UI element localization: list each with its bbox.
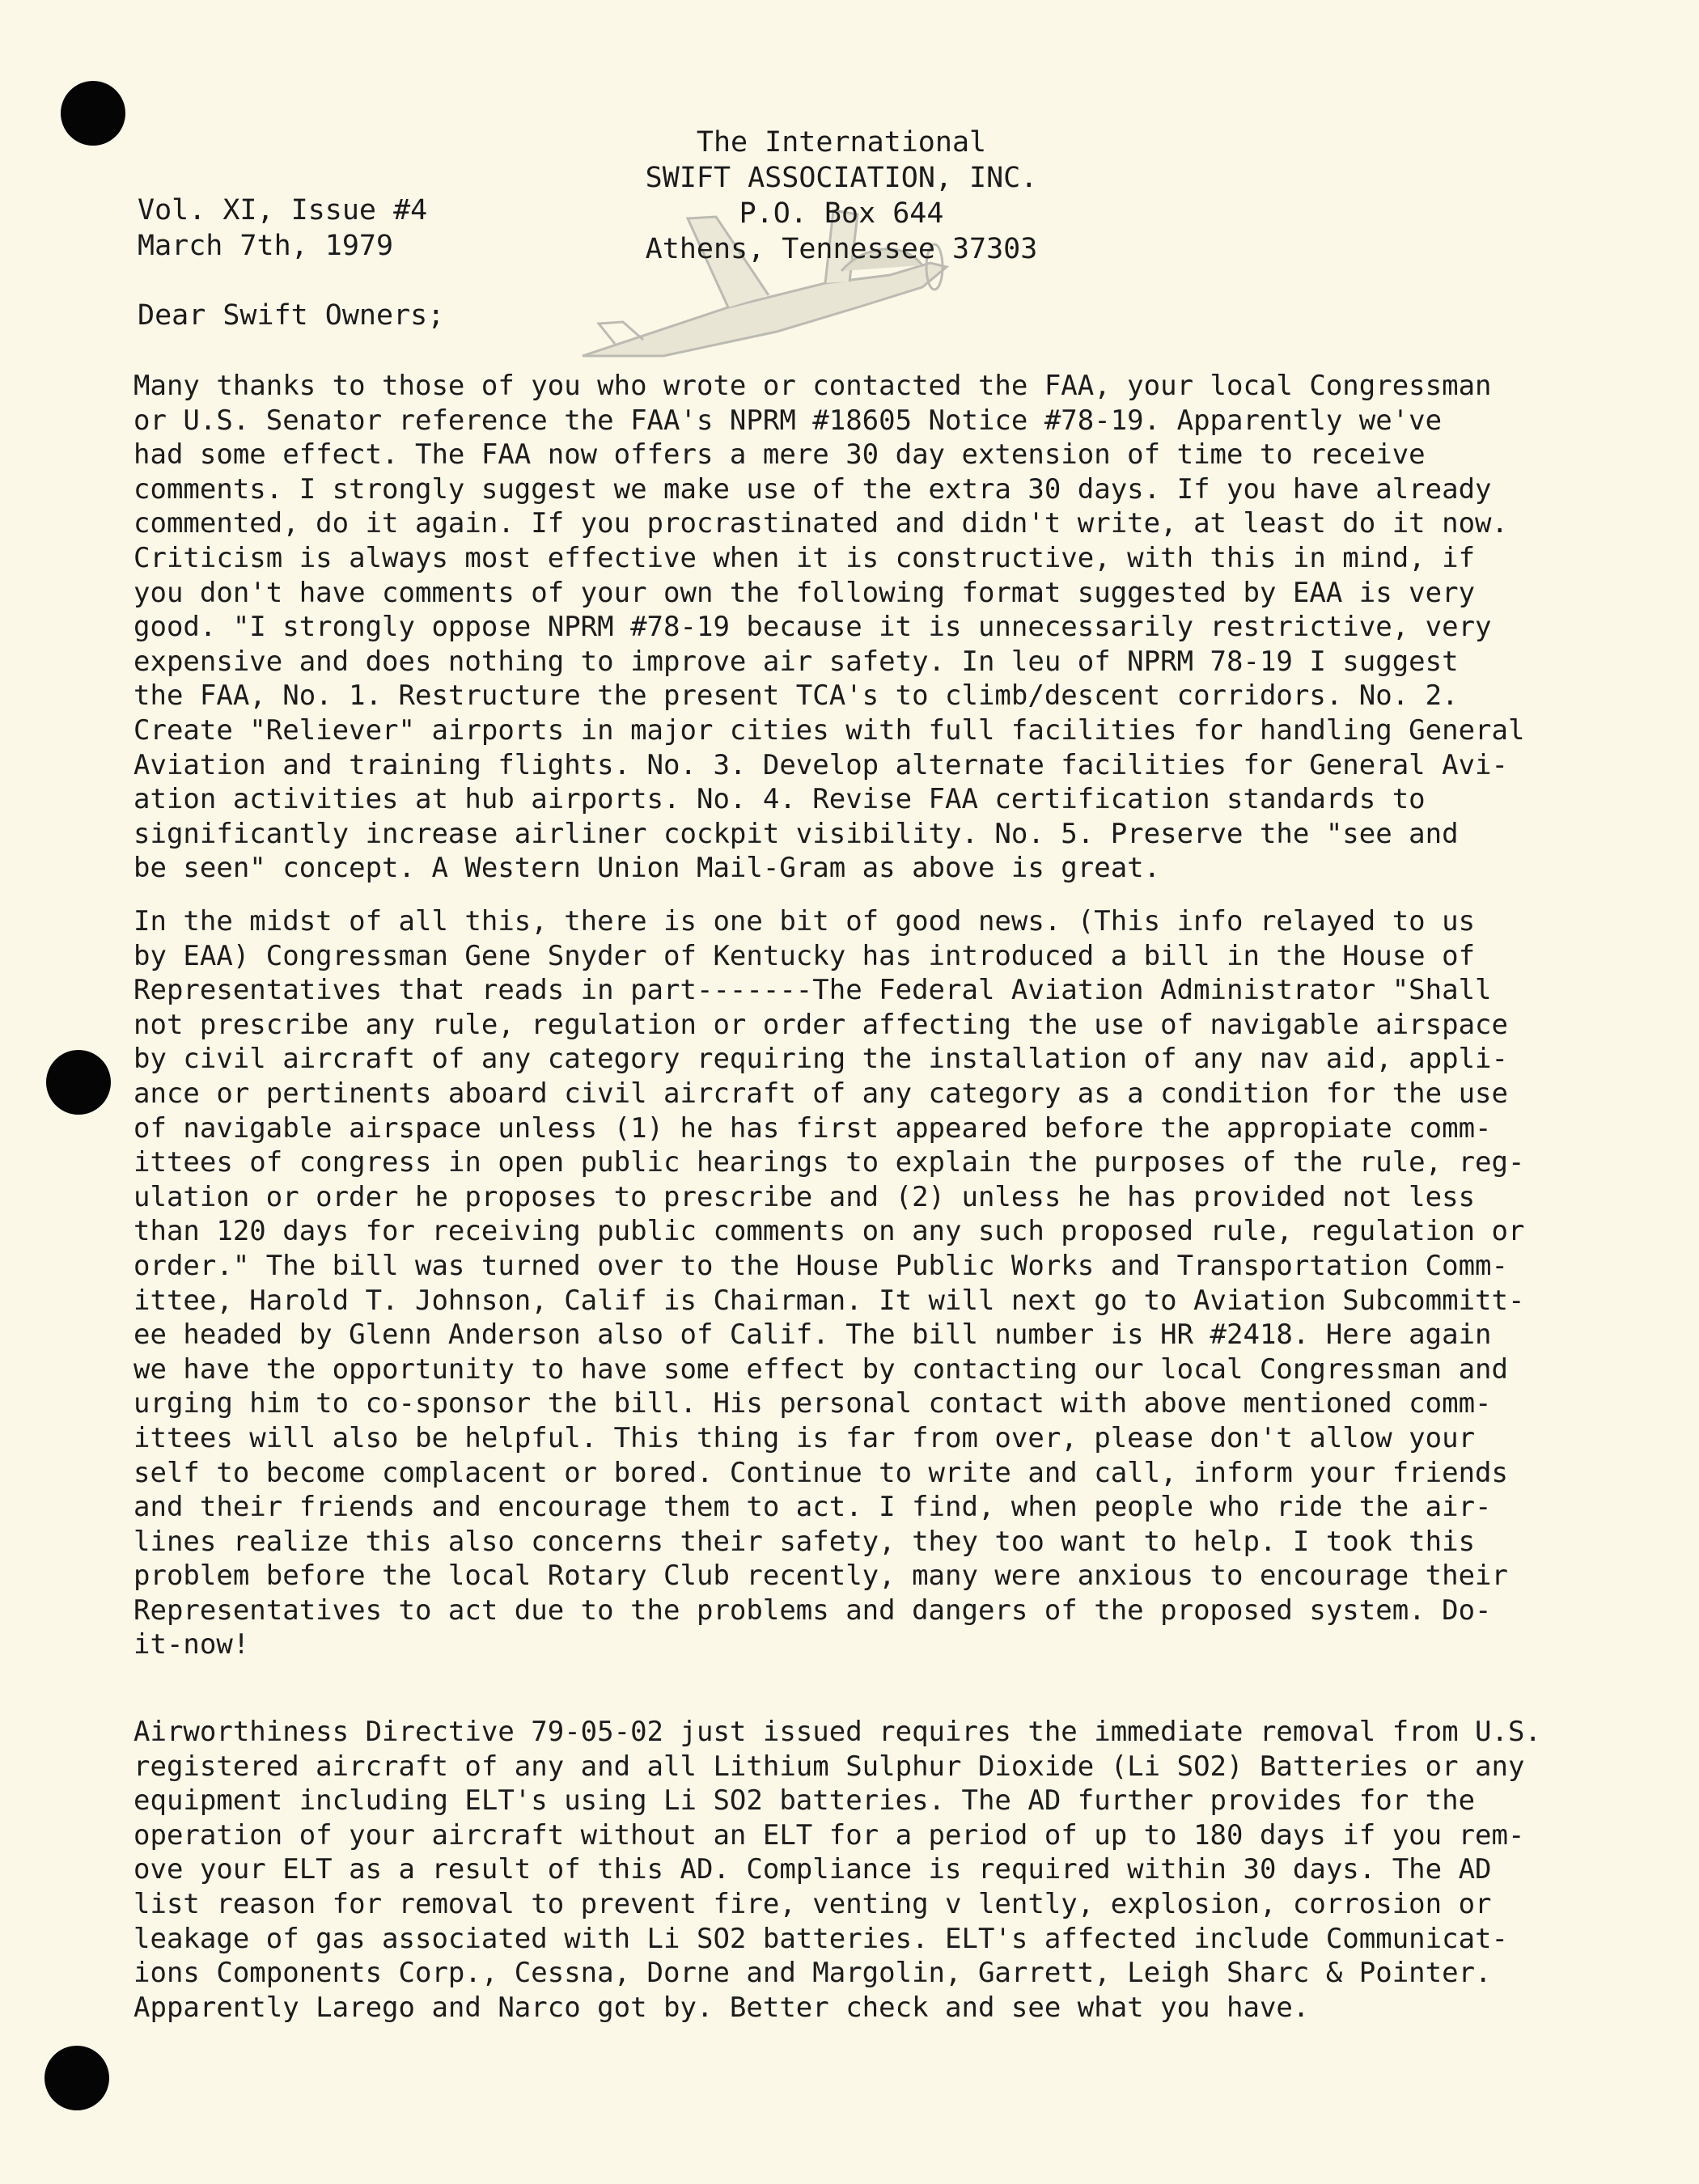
text-line: ittees of congress in open public hearings to explain the purposes of the rule, reg-: [133, 1146, 1525, 1179]
binder-hole: [61, 81, 125, 146]
org-line-2: SWIFT ASSOCIATION, INC.: [645, 162, 1038, 194]
text-line: by civil aircraft of any category requiring the installation of any nav aid, appli-: [133, 1043, 1508, 1076]
salutation: Dear Swift Owners;: [138, 299, 445, 332]
text-line: list reason for removal to prevent fire, venting v lently, explosion, corrosion or: [133, 1887, 1492, 1920]
text-line: registered aircraft of any and all Lithium Sulphur Dioxide (Li SO2) Batteries or any: [133, 1750, 1525, 1783]
text-line: we have the opportunity to have some effect by contacting our local Congressman and: [133, 1352, 1508, 1386]
text-line: Representatives that reads in part-------The Federal Aviation Administrator "Shall: [133, 974, 1492, 1007]
text-line: not prescribe any rule, regulation or order affecting the use of navigable airspace: [133, 1008, 1508, 1041]
text-line: comments. I strongly suggest we make use of the extra 30 days. If you have already: [133, 472, 1492, 506]
text-line: Create "Reliever" airports in major cities with full facilities for handling General: [133, 713, 1525, 747]
text-line: leakage of gas associated with Li SO2 batteries. ELT's affected include Communicat-: [133, 1922, 1508, 1955]
text-line: be seen" concept. A Western Union Mail-Gram as above is great.: [133, 852, 1161, 885]
issue-info: [138, 193, 427, 264]
text-line: had some effect. The FAA now offers a mere 30 day extension of time to receive: [133, 438, 1426, 472]
text-line: equipment including ELT's using Li SO2 batteries. The AD further provides for the: [133, 1784, 1476, 1818]
text-line: Apparently Larego and Narco got by. Better check and see what you have.: [133, 1991, 1310, 2024]
org-line-1: The International: [696, 126, 987, 159]
text-line: Representatives to act due to the problems and dangers of the proposed system. Do-: [133, 1594, 1492, 1627]
text-line: order." The bill was turned over to the House Public Works and Transportation Comm-: [133, 1249, 1508, 1282]
text-line: urging him to co-sponsor the bill. His personal contact with above mentioned comm-: [133, 1387, 1492, 1420]
text-line: expensive and does nothing to improve air safety. In leu of NPRM 78-19 I suggest: [133, 645, 1459, 678]
paragraph-snyder-bill: [133, 904, 1590, 1662]
text-line: ulation or order he proposes to prescribe and (2) unless he has provided not less: [133, 1180, 1476, 1213]
text-line: good. "I strongly oppose NPRM #78-19 because it is unnecessarily restrictive, very: [133, 611, 1492, 644]
text-line: and their friends and encourage them to act. I find, when people who ride the air-: [133, 1491, 1492, 1524]
text-line: commented, do it again. If you procrastinated and didn't write, at least do it now.: [133, 507, 1508, 540]
text-line: Airworthiness Directive 79-05-02 just issued requires the immediate removal from U.S.: [133, 1716, 1541, 1748]
text-line: than 120 days for receiving public comments on any such proposed rule, regulation or: [133, 1215, 1525, 1248]
org-line-3: P.O. Box 644: [739, 197, 944, 230]
text-line: you don't have comments of your own the following format suggested by EAA is very: [133, 576, 1476, 609]
masthead: [615, 125, 1068, 267]
text-line: ove your ELT as a result of this AD. Compliance is required within 30 days. The AD: [133, 1853, 1492, 1886]
paragraph-nprm: [133, 369, 1590, 886]
text-line: self to become complacent or bored. Continue to write and call, inform your friends: [133, 1456, 1508, 1489]
text-line: operation of your aircraft without an ELT for a period of up to 180 days if you rem-: [133, 1818, 1525, 1852]
text-line: ittees will also be helpful. This thing is far from over, please don't allow your: [133, 1421, 1476, 1454]
text-line: lines realize this also concerns their safety, they too want to help. I took this: [133, 1525, 1476, 1558]
text-line: it-now!: [133, 1628, 250, 1661]
text-line: ions Components Corp., Cessna, Dorne and Margolin, Garrett, Leigh Sharc & Pointer.: [133, 1957, 1492, 1990]
text-line: ittee, Harold T. Johnson, Calif is Chairman. It will next go to Aviation Subcommitt-: [133, 1284, 1525, 1317]
org-line-4: Athens, Tennessee 37303: [645, 233, 1038, 265]
text-line: by EAA) Congressman Gene Snyder of Kentucky has introduced a bill in the House of: [133, 939, 1476, 972]
text-line: Many thanks to those of you who wrote or contacted the FAA, your local Congressman: [133, 370, 1492, 402]
text-line: ance or pertinents aboard civil aircraft of any category as a condition for the use: [133, 1077, 1508, 1110]
volume-issue: Vol. XI, Issue #4: [138, 194, 428, 226]
text-line: or U.S. Senator reference the FAA's NPRM #18605 Notice #78-19. Apparently we've: [133, 404, 1443, 437]
binder-hole: [46, 1050, 111, 1115]
paragraph-airworthiness-directive: [133, 1715, 1590, 2025]
text-line: In the midst of all this, there is one bit of good news. (This info relayed to us: [133, 905, 1476, 938]
text-line: ation activities at hub airports. No. 4. Revise FAA certification standards to: [133, 783, 1426, 816]
binder-hole: [44, 2046, 109, 2110]
text-line: the FAA, No. 1. Restructure the present TCA's to climb/descent corridors. No. 2.: [133, 679, 1459, 713]
issue-date: March 7th, 1979: [138, 230, 394, 262]
text-line: problem before the local Rotary Club recently, many were anxious to encourage their: [133, 1560, 1508, 1593]
text-line: ee headed by Glenn Anderson also of Calif. The bill number is HR #2418. Here again: [133, 1318, 1492, 1352]
text-line: significantly increase airliner cockpit visibility. No. 5. Preserve the "see and: [133, 817, 1459, 850]
text-line: Criticism is always most effective when it is constructive, with this in mind, if: [133, 541, 1476, 574]
text-line: of navigable airspace unless (1) he has first appeared before the appropiate comm-: [133, 1111, 1492, 1145]
text-line: Aviation and training flights. No. 3. Develop alternate facilities for General Avi-: [133, 748, 1508, 781]
